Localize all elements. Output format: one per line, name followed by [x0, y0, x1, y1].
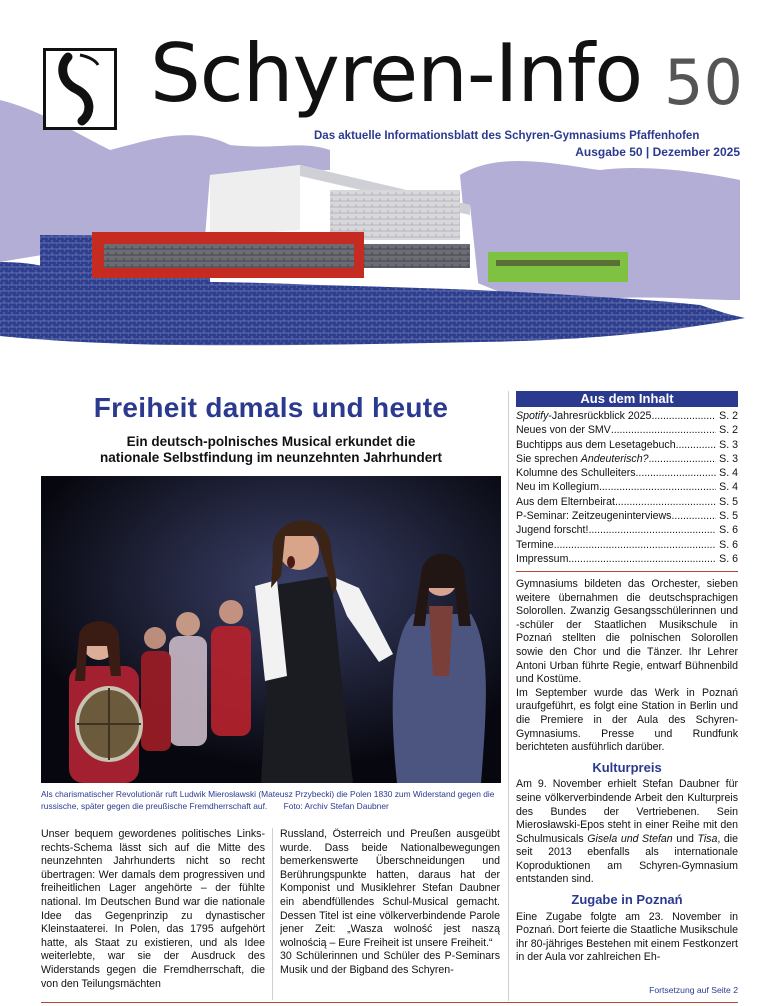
table-of-contents [516, 391, 738, 572]
article-column-left [41, 828, 265, 1002]
toc-item-text: -Jahresrückblick 2025 [548, 410, 652, 422]
toc-item[interactable] [516, 452, 738, 466]
toc-leader-dots [649, 452, 717, 466]
article-headline: Freiheit damals und heute [93, 392, 449, 423]
toc-leader-dots [588, 523, 716, 537]
article-paragraph: Gymnasiums bildeten das Orchester, sieben weitere übernahmen die deutschsprachigen Solorollen. Zwanzig Gesangsschülerinnen und -schüler der Staatlichen Musikschule in Poznań stellten die polnischen Solorollen sowie den Chor und die Tänzer. Ihr Lehrer Antoni Urban führte Regie, entwarf Bühnenbild und Kostüme. [516, 578, 738, 686]
toc-item-label: Impressum [516, 552, 569, 565]
text-run: und [672, 832, 698, 845]
stage-photo-illustration [41, 476, 501, 783]
toc-item-label: Neu im Kollegium [516, 481, 600, 494]
toc-leader-dots [636, 466, 717, 480]
toc-item[interactable] [516, 423, 738, 437]
article-paragraph: Eine Zugabe folgte am 23. November in Poznań. Dort feierte die Staatliche Musikschule ihr 80-jähriges Bestehen mit einem Festkonzert in der Aula vor zahlreichen Eh- [516, 910, 738, 964]
toc-item[interactable] [516, 466, 738, 480]
toc-page-number: S. 4 [719, 467, 738, 480]
section-heading-zugabe: Zugabe in Poznań [571, 892, 683, 908]
column-divider [508, 391, 509, 1001]
toc-page-number: S. 2 [719, 424, 738, 437]
toc-item[interactable] [516, 523, 738, 537]
toc-item-emphasis: Andeuterisch? [580, 452, 649, 465]
toc-leader-dots [671, 509, 716, 523]
photo-credit: Foto: Archiv Stefan Daubner [283, 801, 389, 811]
toc-page-number: S. 4 [719, 481, 738, 494]
masthead [0, 0, 784, 372]
text-run: , die seit 2013 ebenfalls als internationale Koproduktionen am Schyren-Gymnasium entstanden sind. [516, 832, 739, 886]
musical-title: Gisela und Stefan [587, 832, 673, 845]
toc-item[interactable] [516, 480, 738, 494]
toc-item-label: P-Seminar: Zeitzeugeninterviews [516, 510, 672, 523]
article-paragraph: Im September wurde das Werk in Poznań uraufgeführt, es folgt eine Station in Berlin und die Premiere in der Aula des Schyren-Gymnasiums. Presse und Rundfunk berichteten ausführlich darüber. [516, 686, 738, 754]
article-paragraph: 30 Schülerinnen und Schüler des P-Seminars Musik und der Bigband des Schyren- [280, 950, 500, 976]
masthead-title: Schyren-Info [150, 27, 643, 120]
toc-page-number: S. 5 [719, 510, 738, 523]
article-column-middle [280, 828, 500, 1002]
toc-item-label: Neues von der SMV [516, 424, 611, 437]
subhead-line-2: nationale Selbstfindung im neunzehnten Jahrhundert [99, 450, 442, 465]
caption-text: Als charismatischer Revolutionär ruft Ludwik Mierosławski (Mateusz Przybecki) die Polen 1830 zum Widerstand gegen die russische, später gegen die preußische Fremdherrschaft auf. [41, 789, 495, 811]
article-photo [41, 476, 501, 783]
toc-leader-dots [611, 423, 716, 437]
toc-item[interactable] [516, 538, 738, 552]
toc-item[interactable] [516, 509, 738, 523]
article-column-right [516, 578, 738, 965]
photo-caption [41, 788, 501, 812]
toc-item[interactable] [516, 438, 738, 452]
toc-page-number: S. 6 [719, 524, 738, 537]
article-paragraph: Russland, Österreich und Preußen ausgeübt wurde. Dass beide Nationalbewegungen bemerkenswerte Überschneidungen und Berührungspunkte hatten, daraus hat der Komponist und Musiklehrer Stefan Daubner ein abendfüllendes Schul-Musical gemacht. Dessen Titel ist eine völkerverbindende Parole jener Zeit: „Wasza wolność jest naszą wolnością – Eure Freiheit ist unsere Freiheit.“ [280, 828, 500, 949]
toc-leader-dots [676, 438, 717, 452]
toc-item-label: Kolumne des Schulleiters [516, 467, 636, 480]
toc-item-emphasis: Spotify [516, 410, 549, 422]
issue-number: 50 [664, 46, 743, 119]
toc-leader-dots [615, 495, 716, 509]
school-logo [43, 48, 117, 130]
continuation-link[interactable]: Fortsetzung auf Seite 2 [649, 985, 738, 995]
toc-item-text: Sie sprechen [516, 452, 581, 465]
toc-item-label: Jugend forscht! [516, 524, 589, 537]
article-subheadline [40, 434, 502, 466]
toc-item[interactable] [516, 552, 738, 566]
column-divider [272, 828, 273, 1000]
toc-item[interactable] [516, 495, 738, 509]
toc-item-label [516, 452, 649, 466]
toc-item-label: Aus dem Elternbeirat [516, 495, 615, 508]
section-heading-kulturpreis: Kulturpreis [592, 759, 662, 775]
toc-item-label: Buchtipps aus dem Lesetagebuch [516, 438, 676, 451]
text-run: Am 9. November erhielt Stefan Daubner für seine völkerverbindende Arbeit den Kulturpreis des Bundes der Vertriebenen. Sein Mierosławski-Epos steht in einer Reihe mit den Schulmusicals [516, 778, 738, 845]
toc-leader-dots [568, 552, 716, 566]
issue-date-line: Ausgabe 50 | Dezember 2025 [575, 145, 740, 159]
toc-divider [516, 571, 738, 572]
subhead-line-1: Ein deutsch-polnisches Musical erkundet die [126, 434, 416, 449]
toc-page-number: S. 5 [719, 495, 738, 508]
toc-leader-dots [599, 480, 716, 494]
article-paragraph [516, 778, 738, 887]
page-bottom-rule [41, 1002, 738, 1003]
toc-leader-dots [651, 409, 716, 423]
toc-page-number: S. 3 [719, 452, 738, 465]
toc-title: Aus dem Inhalt [516, 391, 738, 407]
masthead-subtitle: Das aktuelle Informationsblatt des Schyren-Gymnasiums Pfaffenhofen [314, 130, 700, 142]
article-paragraph: Unser bequem gewordenes politisches Links-rechts-Schema lässt sich auf die Mitte des neunzehnten Jahrhunderts nicht so recht übertragen: Wer damals dem progressiven und freiheitlichen Lager angehörte – der fühlte national. Im Deutschen Bund war die nationale Idee das Gegenprinzip zu dynastischer Kleinstaaterei. In Polen, das 1795 aufgehört hatte, als Staat zu existieren, und als Idee weiterlebte, war sie der Ausdruck des Widerstands gegen die Fremdherrschaft, die von den Teilungsmächten [41, 828, 265, 990]
musical-title: Tisa [697, 832, 718, 845]
toc-list [516, 409, 738, 566]
toc-page-number: S. 3 [719, 438, 738, 451]
toc-page-number: S. 6 [719, 552, 738, 565]
toc-leader-dots [554, 538, 716, 552]
toc-item[interactable] [516, 409, 738, 423]
toc-page-number: S. 6 [719, 538, 738, 551]
toc-item-label [516, 409, 651, 423]
toc-page-number: S. 2 [719, 410, 738, 422]
toc-item-label: Termine [516, 538, 554, 551]
